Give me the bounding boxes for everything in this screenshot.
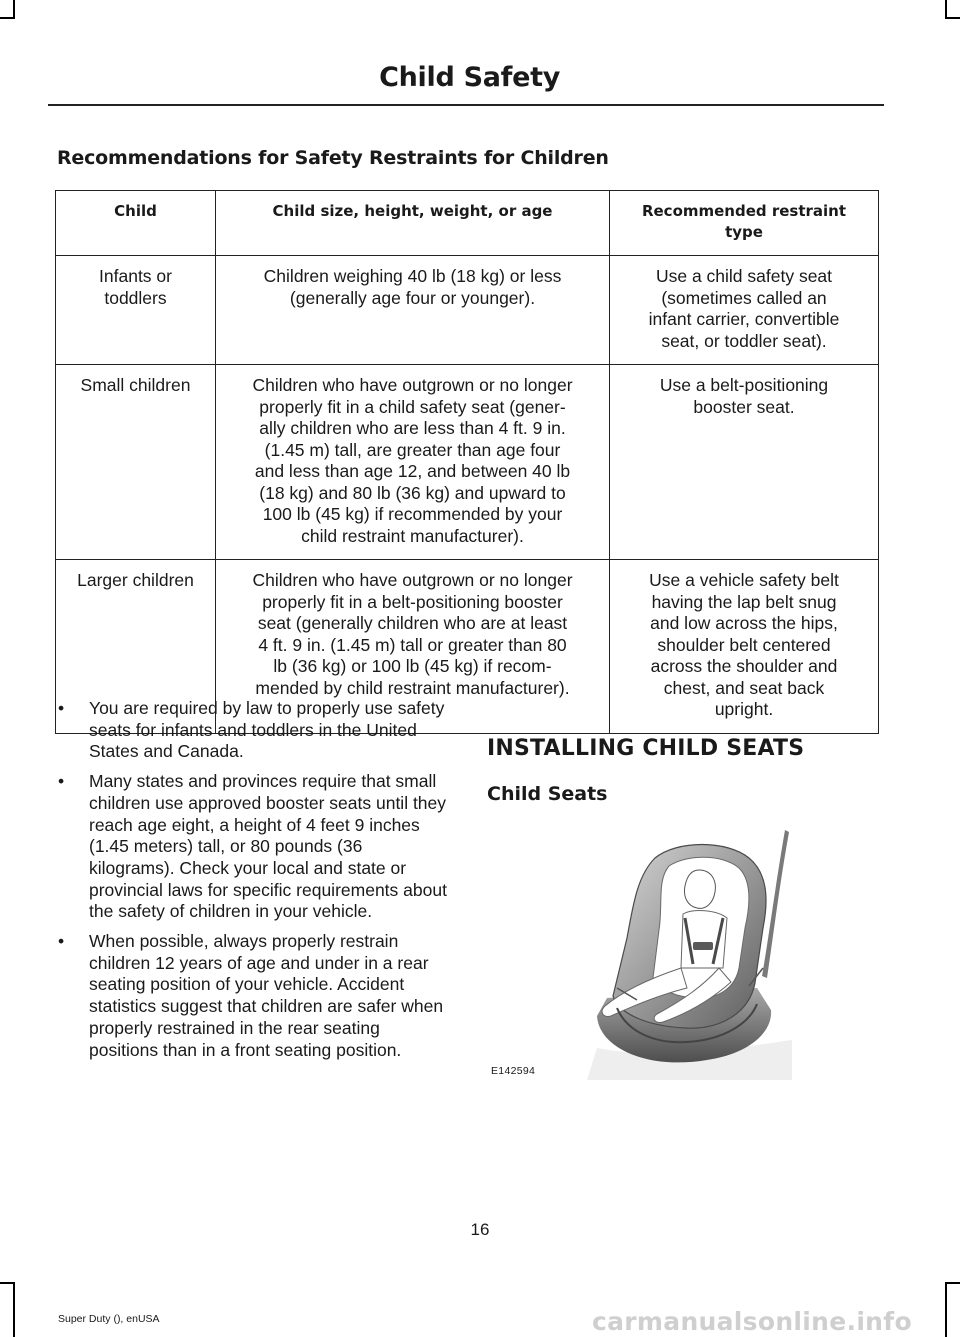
crop-mark xyxy=(13,0,15,17)
cell-size: Children weighing 40 lb (18 kg) or less (generally age four or younger). xyxy=(216,256,610,365)
cell-restraint: Use a belt-positioning booster seat. xyxy=(610,365,879,560)
list-item: • Many states and provinces require that small children use approved booster seats until they reach age eight, a height of 4 feet 9 inches (1.45 meters) tall, or 80 pounds (36 kilograms). Check your local and state or provincial laws for specific requirements about the safety of children in your vehicle. xyxy=(58,771,447,922)
column-header-size: Child size, height, weight, or age xyxy=(216,191,610,256)
header-rule xyxy=(48,104,884,106)
cell-size: Children who have outgrown or no longer properly fit in a child safety seat (gener- ally children who are less than 4 ft. 9 in. (1.45 m) tall, are greater than age four and less than age 12, and between 40 lb (18 kg) and 80 lb (36 kg) and upward to 100 lb (45 kg) if recommended by your child restraint manufacturer). xyxy=(216,365,610,560)
section-heading: Recommendations for Safety Restraints for Children xyxy=(57,147,609,169)
table-header-row xyxy=(56,191,879,256)
cell-restraint: Use a child safety seat (sometimes called an infant carrier, convertible seat, or toddler seat). xyxy=(610,256,879,365)
crop-mark xyxy=(0,17,15,19)
installing-heading: INSTALLING CHILD SEATS xyxy=(487,736,805,761)
table-row xyxy=(56,256,879,365)
cell-size: Children who have outgrown or no longer properly fit in a belt-positioning booster seat (generally children who are at least 4 ft. 9 in. (1.45 m) tall or greater than 80 lb (36 kg) or 100 lb (45 kg) if recom- mended by child restraint manufacturer). xyxy=(216,560,610,734)
crop-mark xyxy=(0,1282,15,1284)
figure-code: E142594 xyxy=(491,1065,536,1077)
restraint-table xyxy=(55,190,879,734)
bullet-glyph: • xyxy=(58,698,65,718)
cell-restraint: Use a vehicle safety belt having the lap belt snug and low across the hips, shoulder belt centered across the shoulder and chest, and seat back upright. xyxy=(610,560,879,734)
page-number: 16 xyxy=(470,1220,490,1239)
crop-mark xyxy=(13,1282,15,1337)
cell-child: Infants or toddlers xyxy=(56,256,216,365)
table-row xyxy=(56,365,879,560)
watermark: carmanualsonline.info xyxy=(592,1307,912,1336)
footer-doc-info: Super Duty (), enUSA xyxy=(58,1313,160,1325)
page-header-title: Child Safety xyxy=(379,62,560,93)
column-header-restraint: Recommended restraint type xyxy=(610,191,879,256)
child-seats-subheading: Child Seats xyxy=(487,783,608,805)
crop-mark xyxy=(945,1282,960,1284)
bullet-glyph: • xyxy=(58,771,65,792)
crop-mark xyxy=(945,0,947,17)
column-header-child: Child xyxy=(56,191,216,256)
cell-child: Small children xyxy=(56,365,216,560)
list-item: • You are required by law to properly use safety seats for infants and toddlers in the United States and Canada. xyxy=(58,698,445,762)
bullet-glyph: • xyxy=(58,931,65,952)
crop-mark xyxy=(945,17,960,19)
cell-child: Larger children xyxy=(56,560,216,734)
list-item: • When possible, always properly restrain children 12 years of age and under in a rear seating position of your vehicle. Accident statistics suggest that children are safer when properly restrained in the rear seating positions than in a front seating position. xyxy=(58,931,444,1060)
child-seat-illustration xyxy=(487,818,792,1080)
bullet-list xyxy=(57,698,449,1069)
